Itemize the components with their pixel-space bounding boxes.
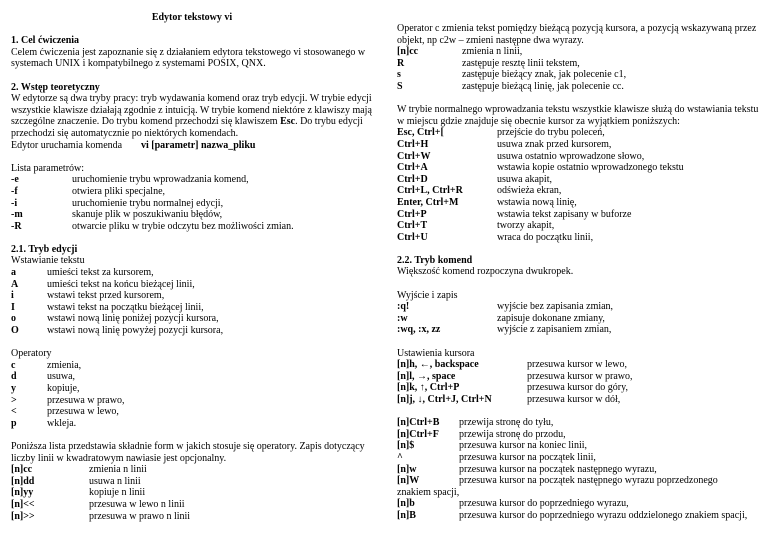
replace-list [397, 46, 759, 92]
ctrl-list [397, 127, 759, 243]
c2w-text: Operator c zmienia tekst pomiędzy bieżącą pozycją kursora, a pozycją wskazywaną przez objekt, np c2w – zmieni następne dwa wyrazy. [397, 23, 757, 46]
list-item: [n]w przesuwa kursor na początek następnego wyrazu, [397, 463, 657, 475]
insert-heading: Wstawianie tekstu [11, 255, 85, 267]
list-item: Ctrl+L, Ctrl+R odświeża ekran, [397, 185, 562, 197]
list-item: i wstawi tekst przed kursorem, [11, 290, 165, 302]
list-item: o wstawi nową linię poniżej pozycji kursora, [11, 313, 219, 325]
list-item: c zmienia, [11, 359, 82, 371]
list-item: Enter, Ctrl+M wstawia nową linię, [397, 196, 577, 208]
list-item: [n]B przesuwa kursor do poprzedniego wyrazu oddzielonego znakiem spacji, [397, 509, 748, 521]
list-item: d usuwa, [11, 371, 76, 383]
list-item: [n]>> przesuwa w prawo n linii [11, 510, 191, 522]
left-column [11, 0, 373, 522]
list-item: [n]j, ↓, Ctrl+J, Ctrl+N przesuwa kursor w dół, [397, 394, 621, 405]
list-item: ^ przesuwa kursor na początek linii, [397, 451, 596, 463]
list-item: Ctrl+D usuwa akapit, [397, 173, 552, 185]
list-item: O wstawi nową linię powyżej pozycji kursora, [11, 325, 224, 337]
section-2-heading: 2. Wstęp teoretyczny [11, 81, 100, 93]
list-item: Ctrl+T tworzy akapit, [397, 220, 555, 232]
list-item-wrap: znakiem spacji, [397, 486, 460, 498]
list-item: [n]<< przesuwa w lewo n linii [11, 498, 185, 510]
normal-mode-text: W trybie normalnego wprowadzania tekstu wszystkie klawisze służą do wstawiania tekstu w miejscu gdzie znajduje się obecnie kursor za wyjątkiem poniższych: [397, 104, 759, 127]
list-item: [n]W przesuwa kursor na początek następnego wyrazu poprzedzonego [397, 475, 718, 487]
list-item: s zastępuje bieżący znak, jak polecenie c1, [397, 69, 627, 81]
list-item: A umieści tekst na końcu bieżącej linii, [11, 278, 195, 290]
list-item: S zastępuje bieżącą linię, jak polecenie cc. [397, 80, 624, 92]
section-2-1-heading: 2.1. Tryb edycji [11, 243, 78, 255]
list-item: [n]Ctrl+F przewija stronę do przodu, [397, 428, 566, 440]
list-item: :w zapisuje dokonane zmiany, [397, 312, 605, 324]
list-item: -R otwarcie pliku w trybie odczytu bez możliwości zmian. [11, 220, 294, 232]
list-item: :wq, :x, zz wyjście z zapisaniem zmian, [397, 324, 612, 336]
exit-list [397, 301, 759, 336]
list-item: a umieści tekst za kursorem, [11, 267, 154, 279]
list-item: -e uruchomienie trybu wprowadzania komend, [11, 174, 249, 186]
list-item: Ctrl+W usuwa ostatnio wprowadzone słowo, [397, 150, 645, 162]
params-heading: Lista parametrów: [11, 162, 85, 174]
list-item: [n]cc zmienia n linii, [397, 46, 523, 58]
cursor-list [397, 359, 759, 405]
list-item: [n]dd usuwa n linii [11, 475, 141, 487]
list-item: Ctrl+P wstawia tekst zapisany w buforze [397, 208, 632, 220]
section-2-text: W edytorze są dwa tryby pracy: tryb wydawania komend oraz tryb edycji. W trybie edycji wszystkie klawisze działają zgodnie z intuicją. W trybie komend niektóre z klawiszy mają szczególne znaczenie. Do trybu komend przechodzi się klawiszem Esc. Do trybu edycji przechodzi się automatycznie po niektórych komendach. [11, 93, 372, 139]
run-command: vi [parametr] nazwa_pliku [141, 139, 256, 151]
run-command-label: Edytor uruchamia komenda [11, 139, 123, 151]
list-item: [n]l, →, space przesuwa kursor w prawo, [397, 370, 633, 382]
operators-heading: Operatory [11, 348, 52, 360]
cursor-heading: Ustawienia kursora [397, 347, 475, 359]
exit-heading: Wyjście i zapis [397, 289, 458, 301]
list-item: [n]b przesuwa kursor do poprzedniego wyrazu, [397, 498, 629, 510]
move-list [397, 417, 759, 521]
list-item: [n]yy kopiuje n linii [11, 487, 146, 499]
section-1-heading: 1. Cel ćwiczenia [11, 35, 80, 47]
section-1-text: Celem ćwiczenia jest zapoznanie się z działaniem edytora tekstowego vi stosowanego w systemach UNIX i kompatybilnego z systemami POSIX, QNX. [11, 46, 366, 70]
list-item: Ctrl+A wstawia kopie ostatnio wprowadzonego tekstu [397, 162, 684, 174]
list-item: [n]k, ↑, Ctrl+P przesuwa kursor do góry, [397, 382, 628, 394]
list-item: [n]h, ←, backspace przesuwa kursor w lewo, [397, 359, 627, 371]
section-2-2-text: Większość komend rozpoczyna dwukropek. [397, 266, 574, 278]
list-item: < przesuwa w lewo, [11, 406, 119, 418]
list-item: R zastępuje resztę linii tekstem, [397, 57, 580, 69]
list-item: I wstawi tekst na początku bieżącej linii, [11, 301, 204, 313]
list-item: [n]Ctrl+B przewija stronę do tyłu, [397, 417, 554, 429]
right-column [397, 23, 759, 522]
syntax-list [11, 464, 373, 522]
list-item: Ctrl+H usuwa znak przed kursorem, [397, 138, 612, 150]
list-item: Ctrl+U wraca do początku linii, [397, 231, 594, 243]
list-item: [n]cc zmienia n linii [11, 464, 147, 476]
list-item: Esc, Ctrl+[ przejście do trybu poleceń, [397, 127, 605, 139]
run-command-line [11, 140, 373, 152]
list-item: y kopiuje, [11, 383, 80, 394]
list-item: p wkleja. [11, 417, 77, 429]
syntax-text: Poniższa lista przedstawia składnie form w jakich stosuje się operatory. Zapis dotyczący liczby linii w kwadratowym nawiasie jest opcjonalny. [11, 440, 365, 464]
page-title: Edytor tekstowy vi [151, 12, 233, 23]
list-item: -m skanuje plik w poszukiwaniu błędów, [11, 209, 223, 221]
insert-list [11, 267, 373, 337]
list-item: [n]$ przesuwa kursor na koniec linii, [397, 440, 588, 452]
list-item: :q! wyjście bez zapisania zmian, [397, 301, 614, 313]
list-item: > przesuwa w prawo, [11, 394, 125, 406]
list-item: -f otwiera pliki specjalne, [11, 185, 166, 197]
operators-list [11, 360, 373, 430]
list-item: -i uruchomienie trybu normalnej edycji, [11, 197, 224, 209]
section-2-2-heading: 2.2. Tryb komend [397, 254, 473, 266]
params-list [11, 174, 373, 232]
